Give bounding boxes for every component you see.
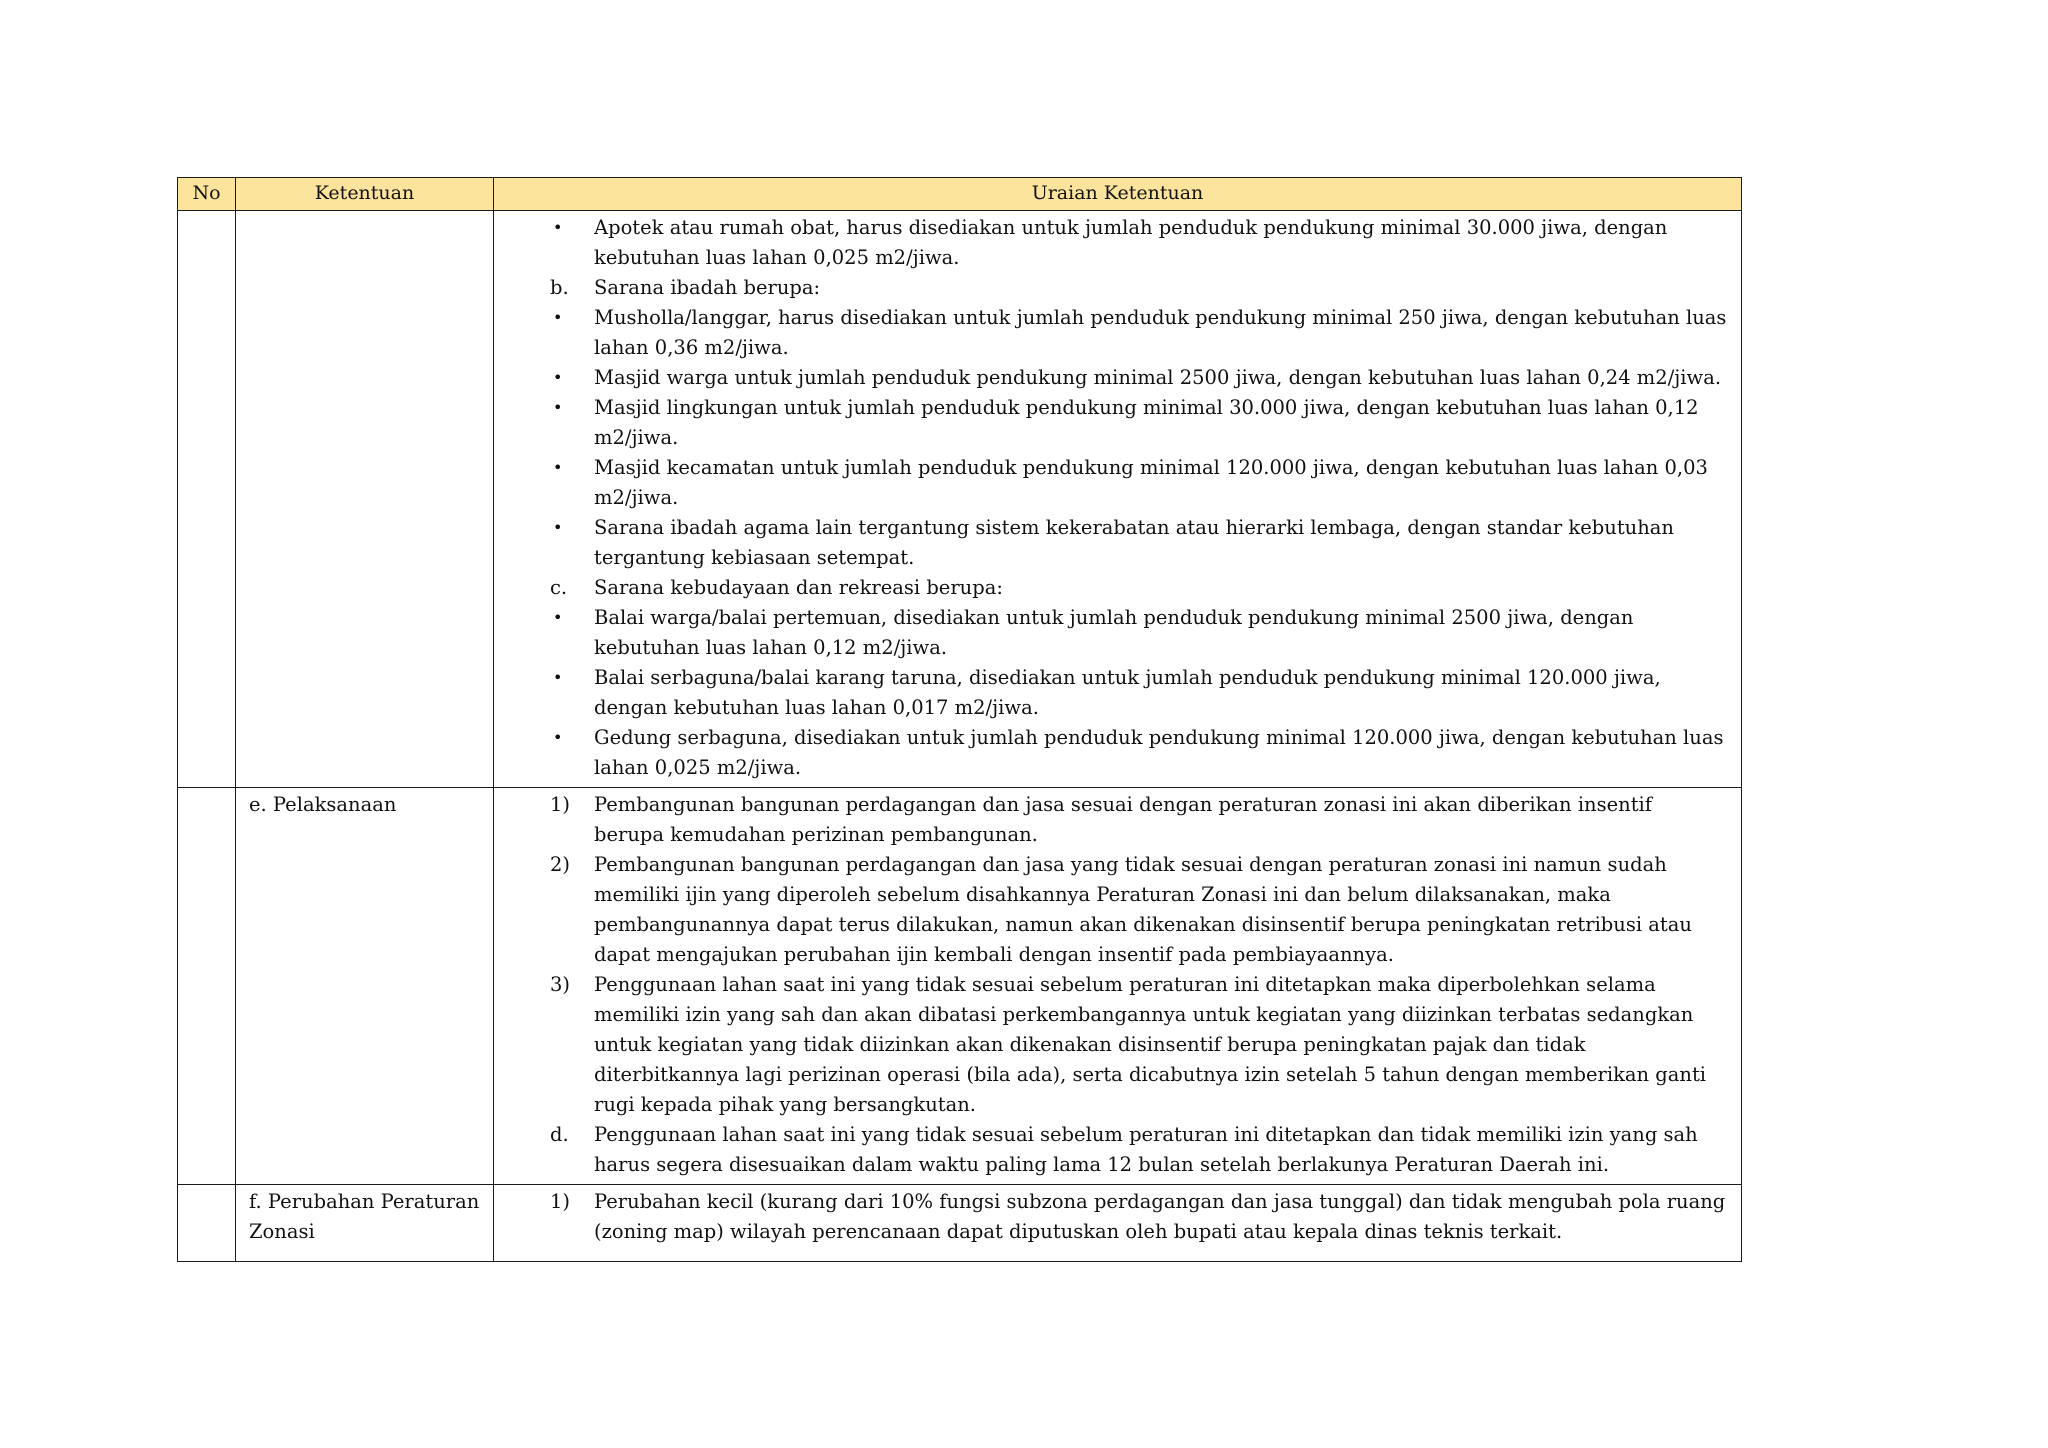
list-item-text: Masjid lingkungan untuk jumlah penduduk pendukung minimal 30.000 jiwa, dengan kebutuhan luas lahan 0,12 m2/jiwa.	[594, 396, 1699, 449]
list-item-text: Pembangunan bangunan perdagangan dan jasa yang tidak sesuai dengan peraturan zonasi ini namun sudah memiliki ijin yang diperoleh sebelum disahkannya Peraturan Zonasi ini dan belum dilaksanakan, maka pembangunannya dapat terus dilakukan, namun akan dikenakan disinsentif berupa peningkatan retribusi atau dapat mengajukan perubahan ijin kembali dengan insentif pada pembiayaannya.	[594, 853, 1692, 966]
table-header-row	[178, 178, 1742, 211]
list-item	[494, 453, 1727, 513]
header-no: No	[178, 178, 236, 211]
number-marker: 1)	[550, 1190, 571, 1213]
list-item	[494, 213, 1727, 273]
list-item-text: Apotek atau rumah obat, harus disediakan untuk jumlah penduduk pendukung minimal 30.000 jiwa, dengan kebutuhan luas lahan 0,025 m2/jiwa.	[594, 216, 1668, 269]
list-item-text: Gedung serbaguna, disediakan untuk jumlah penduduk pendukung minimal 120.000 jiwa, dengan kebutuhan luas lahan 0,025 m2/jiwa.	[594, 726, 1724, 779]
list-item	[494, 363, 1727, 393]
letter-marker: d.	[550, 1123, 569, 1146]
list-item-text: Sarana kebudayaan dan rekreasi berupa:	[594, 576, 1003, 599]
list-item	[494, 663, 1727, 723]
row-no-cell	[178, 1185, 236, 1262]
bullet-marker: •	[553, 518, 563, 537]
list-item	[494, 573, 1727, 603]
number-marker: 1)	[550, 793, 571, 816]
list-item	[494, 790, 1727, 850]
bullet-marker: •	[553, 308, 563, 327]
list-item-text: Perubahan kecil (kurang dari 10% fungsi subzona perdagangan dan jasa tunggal) dan tidak mengubah pola ruang (zoning map) wilayah perencanaan dapat diputuskan oleh bupati atau kepala dinas teknis terkait.	[594, 1190, 1726, 1243]
list-item-text: Balai warga/balai pertemuan, disediakan untuk jumlah penduduk pendukung minimal 2500 jiwa, dengan kebutuhan luas lahan 0,12 m2/jiwa.	[594, 606, 1634, 659]
bullet-marker: •	[553, 458, 563, 477]
list-item	[494, 513, 1727, 573]
list-item	[494, 1187, 1727, 1247]
bullet-marker: •	[553, 218, 563, 237]
list-item	[494, 850, 1727, 970]
list-item-text: Balai serbaguna/balai karang taruna, disediakan untuk jumlah penduduk pendukung minimal 120.000 jiwa, dengan kebutuhan luas lahan 0,017 m2/jiwa.	[594, 666, 1661, 719]
bullet-marker: •	[553, 668, 563, 687]
list-item-text: Masjid kecamatan untuk jumlah penduduk pendukung minimal 120.000 jiwa, dengan kebutuhan luas lahan 0,03 m2/jiwa.	[594, 456, 1708, 509]
table-row	[178, 788, 1742, 1185]
list-item-text: Musholla/langgar, harus disediakan untuk jumlah penduduk pendukung minimal 250 jiwa, dengan kebutuhan luas lahan 0,36 m2/jiwa.	[594, 306, 1727, 359]
list-item	[494, 970, 1727, 1120]
list-item	[494, 393, 1727, 453]
list-item	[494, 303, 1727, 363]
bullet-marker: •	[553, 608, 563, 627]
number-marker: 3)	[550, 973, 571, 996]
table-row	[178, 1185, 1742, 1262]
row-ketentuan-cell	[236, 211, 494, 788]
list-item-text: Penggunaan lahan saat ini yang tidak sesuai sebelum peraturan ini ditetapkan maka diperbolehkan selama memiliki izin yang sah dan akan dibatasi perkembangannya untuk kegiatan yang diizinkan terbatas sedangkan untuk kegiatan yang tidak diizinkan akan dikenakan disinsentif berupa peningkatan pajak dan tidak diterbitkannya lagi perizinan operasi (bila ada), serta dicabutnya izin setelah 5 tahun dengan memberikan ganti rugi kepada pihak yang bersangkutan.	[594, 973, 1707, 1116]
list-item-text: Sarana ibadah agama lain tergantung sistem kekerabatan atau hierarki lembaga, dengan standar kebutuhan tergantung kebiasaan setempat.	[594, 516, 1674, 569]
list-item	[494, 273, 1727, 303]
letter-marker: c.	[550, 576, 568, 599]
list-item-text: Masjid warga untuk jumlah penduduk pendukung minimal 2500 jiwa, dengan kebutuhan luas lahan 0,24 m2/jiwa.	[594, 366, 1722, 389]
row-uraian-cell	[494, 1185, 1742, 1262]
header-uraian-ketentuan: Uraian Ketentuan	[494, 178, 1742, 211]
list-item-text: Sarana ibadah berupa:	[594, 276, 821, 299]
bullet-marker: •	[553, 728, 563, 747]
list-item	[494, 1120, 1727, 1180]
letter-marker: b.	[550, 276, 569, 299]
list-item-text: Penggunaan lahan saat ini yang tidak sesuai sebelum peraturan ini ditetapkan dan tidak memiliki izin yang sah harus segera disesuaikan dalam waktu paling lama 12 bulan setelah berlakunya Peraturan Daerah ini.	[594, 1123, 1698, 1176]
row-ketentuan-cell: f. Perubahan Peraturan Zonasi	[236, 1185, 494, 1262]
row-uraian-cell	[494, 211, 1742, 788]
list-item	[494, 723, 1727, 783]
row-no-cell	[178, 211, 236, 788]
list-item-text: Pembangunan bangunan perdagangan dan jasa sesuai dengan peraturan zonasi ini akan diberikan insentif berupa kemudahan perizinan pembangunan.	[594, 793, 1653, 846]
number-marker: 2)	[550, 853, 571, 876]
row-uraian-cell	[494, 788, 1742, 1185]
bullet-marker: •	[553, 368, 563, 387]
regulation-table	[177, 177, 1742, 1262]
header-ketentuan: Ketentuan	[236, 178, 494, 211]
list-item	[494, 603, 1727, 663]
row-ketentuan-cell: e. Pelaksanaan	[236, 788, 494, 1185]
row-no-cell	[178, 788, 236, 1185]
bullet-marker: •	[553, 398, 563, 417]
table-row	[178, 211, 1742, 788]
